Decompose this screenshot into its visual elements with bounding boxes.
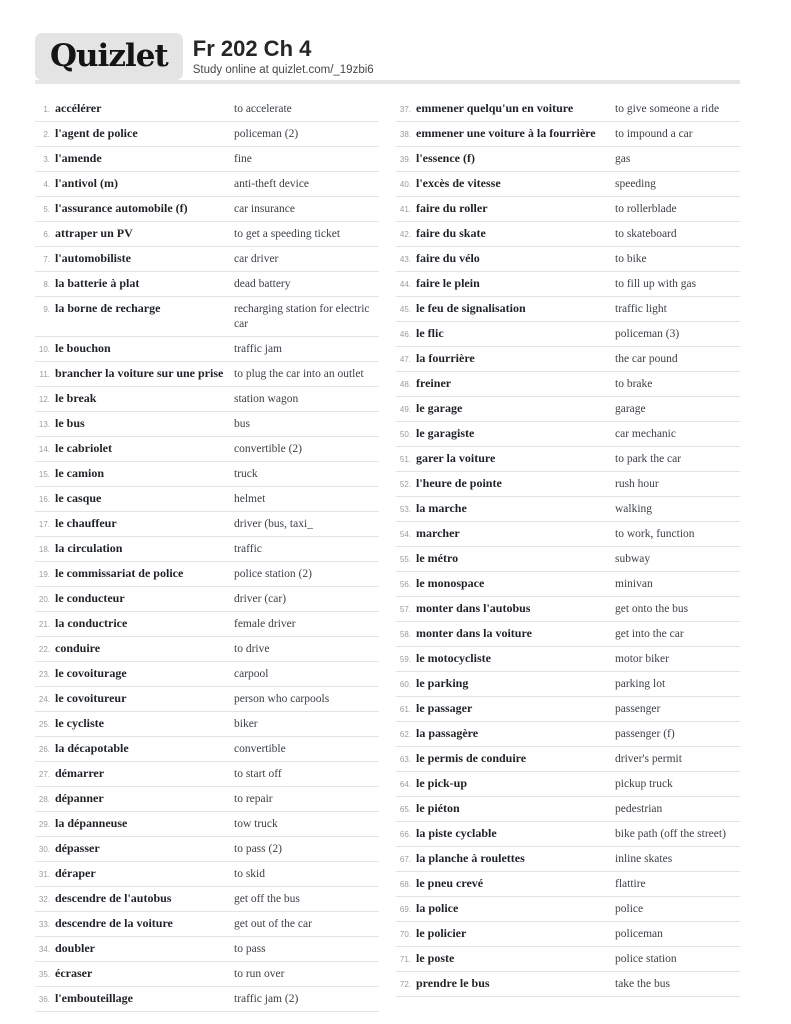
definition-text: police station [615, 953, 677, 965]
term-number: 18. [38, 545, 50, 554]
term-row [35, 437, 379, 462]
term-number: 52. [399, 480, 411, 489]
term-text: descendre de l'autobus [55, 891, 172, 905]
term-text: le poste [416, 951, 455, 965]
term-row [396, 347, 740, 372]
term-row [396, 672, 740, 697]
term-text: la décapotable [55, 741, 129, 755]
term-text: le garage [416, 401, 463, 415]
definition-text: police [615, 903, 644, 915]
term-text: dépanner [55, 791, 104, 805]
term-row [396, 247, 740, 272]
term-number: 23. [38, 670, 50, 679]
term-text: la passagère [416, 726, 479, 740]
term-text: la circulation [55, 541, 123, 555]
term-row [396, 172, 740, 197]
term-text: le passager [416, 701, 473, 715]
term-row [35, 762, 379, 787]
definition-text: flattire [615, 878, 646, 890]
term-text: l'heure de pointe [416, 476, 502, 490]
term-number: 67. [399, 855, 411, 864]
term-number: 34. [38, 945, 50, 954]
definition-text: biker [234, 718, 258, 730]
term-number: 44. [399, 280, 411, 289]
definition-text: bus [234, 418, 250, 430]
term-list [35, 97, 740, 1012]
term-row [35, 987, 379, 1012]
term-text: freiner [416, 376, 452, 390]
definition-text: person who carpools [234, 693, 330, 705]
definition-text: dead battery [234, 278, 291, 290]
term-number: 20. [38, 595, 50, 604]
term-row [396, 547, 740, 572]
definition-text: car mechanic [615, 428, 676, 440]
term-number: 9. [43, 305, 50, 314]
term-text: le commissariat de police [55, 566, 184, 580]
term-text: descendre de la voiture [55, 916, 173, 930]
definition-text: motor biker [615, 653, 669, 665]
term-number: 38. [399, 130, 411, 139]
term-row [396, 222, 740, 247]
term-text: le parking [416, 676, 469, 690]
definition-text: gas [615, 153, 631, 165]
term-number: 27. [38, 770, 50, 779]
term-row [35, 562, 379, 587]
term-row [396, 747, 740, 772]
term-number: 17. [38, 520, 50, 529]
term-number: 43. [399, 255, 411, 264]
term-number: 35. [38, 970, 50, 979]
definition-text: to start off [234, 768, 282, 780]
term-row [396, 697, 740, 722]
term-text: brancher la voiture sur une prise [55, 366, 224, 380]
term-row [35, 247, 379, 272]
term-row [396, 197, 740, 222]
definition-text: policeman [615, 928, 663, 940]
term-row [35, 612, 379, 637]
term-row [396, 647, 740, 672]
definition-text: walking [615, 503, 653, 515]
term-row [396, 447, 740, 472]
term-number: 66. [399, 830, 411, 839]
term-row [35, 147, 379, 172]
definition-text: garage [615, 403, 646, 415]
term-row [396, 372, 740, 397]
definition-text: to accelerate [234, 103, 292, 115]
term-text: l'excès de vitesse [416, 176, 501, 190]
definition-text: to skateboard [615, 228, 677, 240]
term-text: la borne de recharge [55, 301, 161, 315]
definition-text: to fill up with gas [615, 278, 697, 290]
term-number: 6. [43, 230, 50, 239]
term-row [396, 97, 740, 122]
term-row [35, 197, 379, 222]
term-row [396, 897, 740, 922]
term-number: 32. [38, 895, 50, 904]
definition-text: to impound a car [615, 128, 693, 140]
definition-text: driver (bus, taxi_ [234, 518, 313, 530]
term-text: le casque [55, 491, 102, 505]
term-row [35, 537, 379, 562]
definition-text: traffic jam [234, 343, 282, 355]
term-text: déraper [55, 866, 96, 880]
definition-text: to work, function [615, 528, 695, 540]
term-number: 50. [399, 430, 411, 439]
term-text: attraper un PV [55, 226, 133, 240]
definition-text: policeman (2) [234, 128, 299, 140]
term-number: 14. [38, 445, 50, 454]
term-text: la planche à roulettes [416, 851, 525, 865]
header-text [193, 37, 374, 77]
term-row [35, 687, 379, 712]
term-number: 29. [38, 820, 50, 829]
term-row [35, 122, 379, 147]
term-number: 30. [38, 845, 50, 854]
term-text: le bouchon [55, 341, 111, 355]
definition-text: traffic jam (2) [234, 993, 299, 1005]
term-number: 53. [399, 505, 411, 514]
term-number: 40. [399, 180, 411, 189]
definition-text: to brake [615, 378, 653, 390]
term-number: 10. [38, 345, 50, 354]
definition-text: get off the bus [234, 893, 300, 905]
term-text: démarrer [55, 766, 105, 780]
definition-text: traffic light [615, 303, 667, 315]
term-text: la conductrice [55, 616, 128, 630]
term-number: 45. [399, 305, 411, 314]
term-number: 49. [399, 405, 411, 414]
definition-text: traffic [234, 543, 262, 555]
term-text: le policier [416, 926, 467, 940]
definition-text: to rollerblade [615, 203, 677, 215]
term-number: 72. [399, 980, 411, 989]
term-number: 55. [399, 555, 411, 564]
definition-text: to get a speeding ticket [234, 228, 341, 240]
term-number: 62. [399, 730, 411, 739]
study-online-url: Study online at quizlet.com/_19zbi6 [192, 63, 374, 76]
term-text: faire le plein [416, 276, 480, 290]
term-number: 11. [39, 370, 50, 379]
term-number: 58. [399, 630, 411, 639]
term-text: le garagiste [416, 426, 475, 440]
term-row [396, 147, 740, 172]
term-row [396, 522, 740, 547]
term-text: le motocycliste [416, 651, 491, 665]
term-row [396, 122, 740, 147]
term-row [396, 922, 740, 947]
definition-text: car insurance [234, 203, 295, 215]
term-row [396, 397, 740, 422]
definition-text: passenger (f) [615, 728, 675, 740]
term-number: 25. [38, 720, 50, 729]
term-row [396, 597, 740, 622]
definition-text: speeding [615, 178, 656, 190]
term-number: 33. [38, 920, 50, 929]
term-row [35, 172, 379, 197]
term-row [35, 912, 379, 937]
definition-text: to pass [234, 943, 266, 955]
term-number: 65. [399, 805, 411, 814]
term-row [396, 497, 740, 522]
term-text: le conducteur [55, 591, 125, 605]
header [35, 33, 740, 84]
term-text: faire du roller [416, 201, 488, 215]
term-number: 41. [399, 205, 411, 214]
definition-text: to run over [234, 968, 285, 980]
set-title: Fr 202 Ch 4 [192, 35, 312, 61]
term-number: 4. [43, 180, 50, 189]
term-number: 39. [399, 155, 411, 164]
definition-text: helmet [234, 493, 266, 505]
term-text: le métro [416, 551, 459, 565]
term-row [35, 462, 379, 487]
definition-text: pickup truck [615, 778, 673, 790]
term-number: 12. [38, 395, 50, 404]
term-row [35, 812, 379, 837]
term-row [396, 322, 740, 347]
term-text: emmener quelqu'un en voiture [416, 101, 574, 115]
term-row [35, 297, 379, 337]
term-row [35, 887, 379, 912]
term-number: 48. [399, 380, 411, 389]
term-row [35, 412, 379, 437]
term-text: l'assurance automobile (f) [55, 201, 188, 215]
term-text: la marche [416, 501, 467, 515]
term-row [35, 837, 379, 862]
term-row [396, 822, 740, 847]
term-number: 68. [399, 880, 411, 889]
term-text: doubler [55, 941, 96, 955]
term-text: le covoitureur [55, 691, 127, 705]
term-number: 60. [399, 680, 411, 689]
term-row [396, 797, 740, 822]
term-number: 8. [43, 280, 50, 289]
term-text: prendre le bus [416, 976, 490, 990]
term-row [35, 637, 379, 662]
term-row [35, 787, 379, 812]
term-row [396, 947, 740, 972]
term-text: monter dans l'autobus [416, 601, 531, 615]
term-row [396, 272, 740, 297]
term-text: le cabriolet [55, 441, 112, 455]
term-text: le monospace [416, 576, 485, 590]
term-text: l'embouteillage [55, 991, 133, 1005]
term-number: 54. [399, 530, 411, 539]
definition-text: driver's permit [615, 753, 682, 765]
term-row [35, 937, 379, 962]
term-row [35, 387, 379, 412]
term-text: la police [416, 901, 459, 915]
definition-text: to pass (2) [234, 843, 282, 855]
definition-text: to bike [615, 253, 647, 265]
term-text: marcher [416, 526, 460, 540]
term-number: 46. [399, 330, 411, 339]
term-number: 57. [399, 605, 411, 614]
definition-text: subway [615, 553, 651, 565]
term-text: monter dans la voiture [416, 626, 532, 640]
definition-text: bike path (off the street) [615, 828, 726, 840]
term-number: 42. [399, 230, 411, 239]
term-number: 71. [399, 955, 411, 964]
term-text: le feu de signalisation [416, 301, 526, 315]
definition-text: inline skates [615, 853, 673, 865]
definition-text: the car pound [615, 353, 678, 365]
term-text: faire du skate [416, 226, 486, 240]
definition-text: get out of the car [234, 918, 312, 930]
definition-text: recharging station for electric car [234, 303, 370, 330]
definition-text: carpool [234, 668, 269, 680]
term-row [396, 622, 740, 647]
definition-text: driver (car) [234, 593, 287, 605]
term-text: le cycliste [55, 716, 104, 730]
definition-text: policeman (3) [615, 328, 680, 340]
definition-text: fine [234, 153, 252, 165]
term-number: 5. [43, 205, 50, 214]
term-text: garer la voiture [416, 451, 496, 465]
term-text: l'automobiliste [55, 251, 132, 265]
definition-text: parking lot [615, 678, 666, 690]
term-number: 70. [399, 930, 411, 939]
definition-text: convertible [234, 743, 286, 755]
term-text: le bus [55, 416, 85, 430]
term-text: le pneu crevé [416, 876, 484, 890]
term-text: le camion [55, 466, 104, 480]
term-row [35, 337, 379, 362]
term-text: la piste cyclable [416, 826, 497, 840]
definition-text: to skid [234, 868, 265, 880]
term-row [35, 512, 379, 537]
term-text: le break [55, 391, 97, 405]
term-column-right [396, 97, 740, 1012]
term-row [396, 847, 740, 872]
term-row [35, 962, 379, 987]
term-row [396, 297, 740, 322]
definition-text: rush hour [615, 478, 659, 490]
term-row [396, 422, 740, 447]
term-text: conduire [55, 641, 101, 655]
term-row [35, 487, 379, 512]
definition-text: to repair [234, 793, 273, 805]
term-number: 15. [38, 470, 50, 479]
term-text: l'amende [55, 151, 102, 165]
term-number: 3. [43, 155, 50, 164]
term-text: l'agent de police [55, 126, 138, 140]
term-number: 59. [399, 655, 411, 664]
term-row [35, 862, 379, 887]
term-text: le permis de conduire [416, 751, 527, 765]
term-row [35, 362, 379, 387]
term-number: 1. [43, 105, 50, 114]
term-row [35, 272, 379, 297]
term-number: 26. [38, 745, 50, 754]
term-text: écraser [55, 966, 93, 980]
term-number: 36. [38, 995, 50, 1004]
term-row [396, 972, 740, 997]
definition-text: to park the car [615, 453, 682, 465]
term-text: la fourrière [416, 351, 475, 365]
definition-text: station wagon [234, 393, 299, 405]
definition-text: anti-theft device [234, 178, 310, 190]
definition-text: get into the car [615, 628, 684, 640]
definition-text: to drive [234, 643, 270, 655]
term-number: 47. [399, 355, 411, 364]
term-row [35, 737, 379, 762]
term-number: 37. [399, 105, 411, 114]
term-row [35, 97, 379, 122]
term-text: dépasser [55, 841, 100, 855]
term-text: faire du vélo [416, 251, 480, 265]
quizlet-logo-text: Quizlet [50, 37, 168, 74]
definition-text: take the bus [615, 978, 670, 990]
definition-text: car driver [234, 253, 279, 265]
definition-text: convertible (2) [234, 443, 303, 455]
definition-text: get onto the bus [615, 603, 689, 615]
term-text: le covoiturage [55, 666, 127, 680]
term-text: le flic [416, 326, 444, 340]
term-number: 28. [38, 795, 50, 804]
definition-text: female driver [234, 618, 296, 630]
term-number: 2. [43, 130, 50, 139]
term-number: 22. [38, 645, 50, 654]
term-text: accélérer [55, 101, 102, 115]
term-number: 63. [399, 755, 411, 764]
term-row [396, 722, 740, 747]
term-number: 13. [38, 420, 50, 429]
term-text: la batterie à plat [55, 276, 140, 290]
definition-text: pedestrian [615, 803, 663, 815]
term-text: le chauffeur [55, 516, 117, 530]
term-row [35, 662, 379, 687]
term-row [396, 772, 740, 797]
term-row [35, 587, 379, 612]
definition-text: truck [234, 468, 258, 480]
quizlet-logo [35, 33, 183, 80]
definition-text: to plug the car into an outlet [234, 368, 364, 380]
term-text: la dépanneuse [55, 816, 128, 830]
term-number: 61. [399, 705, 411, 714]
term-number: 24. [38, 695, 50, 704]
term-row [396, 872, 740, 897]
term-number: 19. [38, 570, 50, 579]
term-number: 64. [399, 780, 411, 789]
term-text: l'antivol (m) [55, 176, 118, 190]
term-number: 69. [399, 905, 411, 914]
definition-text: minivan [615, 578, 653, 590]
definition-text: passenger [615, 703, 661, 715]
term-number: 7. [43, 255, 50, 264]
term-column-left [35, 97, 379, 1012]
term-text: le piéton [416, 801, 460, 815]
definition-text: police station (2) [234, 568, 312, 580]
term-number: 16. [38, 495, 50, 504]
term-row [35, 222, 379, 247]
definition-text: to give someone a ride [615, 103, 720, 115]
term-text: emmener une voiture à la fourrière [416, 126, 596, 140]
term-row [396, 572, 740, 597]
term-text: le pick-up [416, 776, 468, 790]
term-number: 31. [38, 870, 50, 879]
term-number: 21. [38, 620, 50, 629]
definition-text: tow truck [234, 818, 278, 830]
term-number: 56. [399, 580, 411, 589]
term-number: 51. [399, 455, 411, 464]
term-text: l'essence (f) [416, 151, 475, 165]
term-row [396, 472, 740, 497]
term-row [35, 712, 379, 737]
